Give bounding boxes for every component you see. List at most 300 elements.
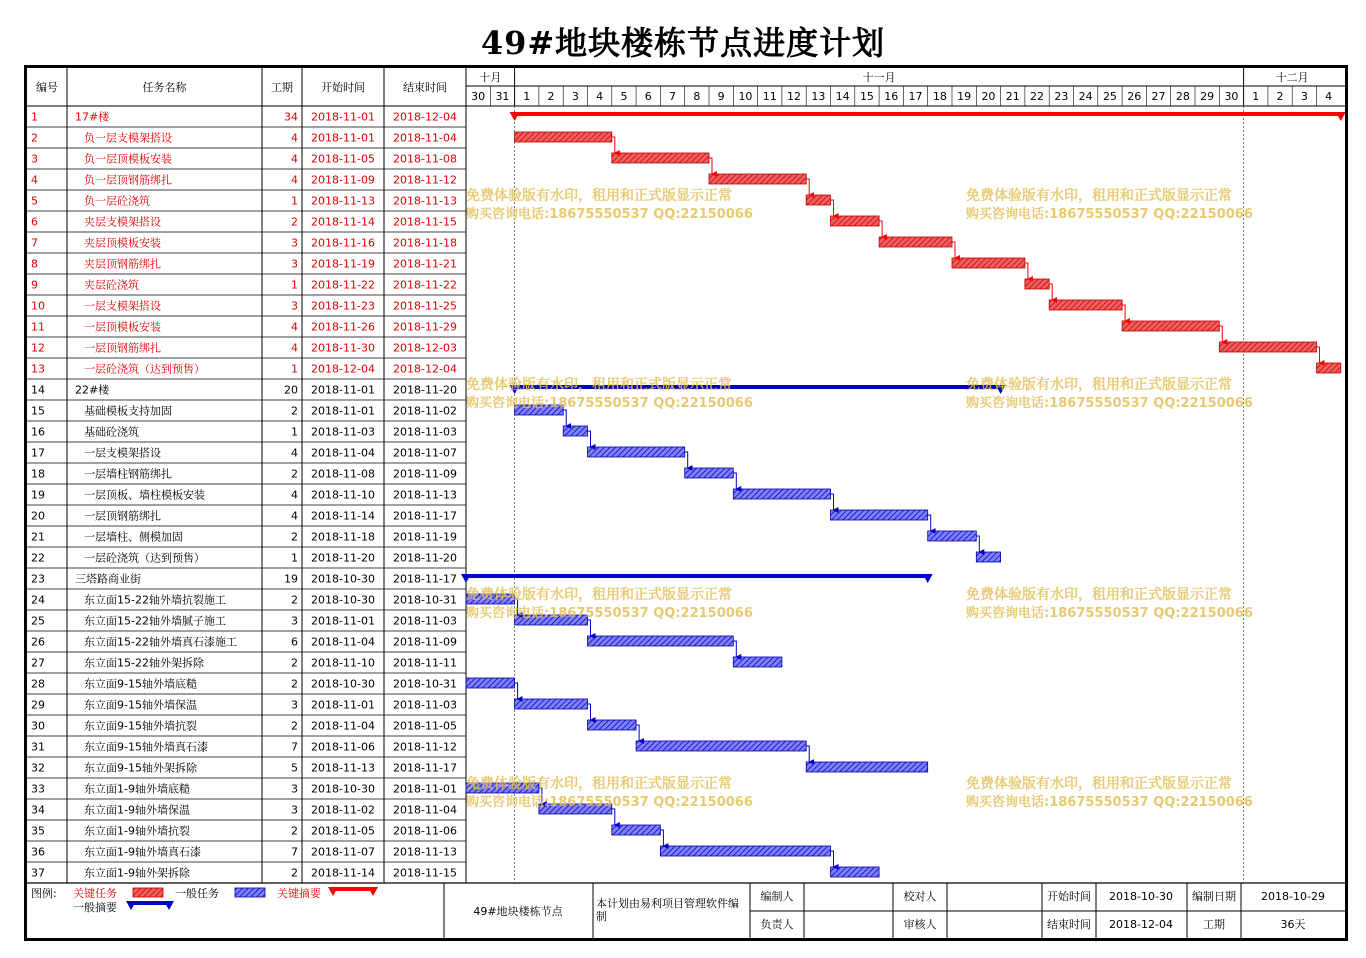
watermark-line1: 免费体验版有水印，租用和正式版显示正常 [966,587,1232,603]
dependency-arrow [928,515,931,531]
day-label: 18 [932,90,947,103]
footer-start-label: 开始时间 [1047,890,1091,903]
legend-critical-summary-marker [368,887,378,896]
task-id: 23 [31,572,45,586]
task-duration: 4 [291,131,298,145]
task-name: 一层支模架搭设 [84,446,161,460]
summary-end-marker [923,574,933,583]
footer-start-value: 2018-10-30 [1109,890,1173,903]
task-name: 东立面1-9轴外墙保温 [84,803,190,817]
gantt-frame [24,65,1348,941]
task-duration: 3 [291,782,298,796]
task-end: 2018-11-05 [393,719,457,733]
task-duration: 1 [291,425,298,439]
column-header-duration: 工期 [271,81,293,94]
task-name: 东立面9-15轴外架拆除 [84,761,197,775]
task-duration: 3 [291,299,298,313]
task-start: 2018-10-30 [311,572,375,586]
legend-normal-summary-marker [126,901,136,910]
task-duration: 2 [291,215,298,229]
watermark-line1: 免费体验版有水印，租用和正式版显示正常 [966,188,1232,204]
task-duration: 6 [291,635,298,649]
watermark-line1: 免费体验版有水印，租用和正式版显示正常 [466,377,732,393]
task-end: 2018-11-21 [393,257,457,271]
legend-critical-summary-marker [328,887,338,896]
task-bar [612,825,661,835]
task-end: 2018-11-25 [393,299,457,313]
day-label: 7 [669,90,677,103]
dependency-arrow [879,221,882,237]
task-duration: 4 [291,320,298,334]
task-id: 27 [31,656,45,670]
task-end: 2018-11-29 [393,320,457,334]
summary-end-marker [1336,112,1345,121]
task-duration: 2 [291,530,298,544]
task-id: 3 [31,152,38,166]
dependency-arrow [1219,326,1222,342]
task-end: 2018-11-17 [393,761,457,775]
task-duration: 4 [291,446,298,460]
task-id: 4 [31,173,38,187]
task-start: 2018-10-30 [311,593,375,607]
day-label: 8 [693,90,701,103]
task-name: 基础砼浇筑 [84,425,139,439]
task-bar [976,552,1000,562]
day-label: 26 [1127,90,1142,103]
task-id: 5 [31,194,38,208]
day-label: 16 [884,90,899,103]
day-label: 17 [908,90,923,103]
day-label: 2 [547,90,555,103]
dependency-arrow [685,452,688,468]
task-bar [1049,300,1122,310]
day-label: 13 [811,90,826,103]
task-start: 2018-11-13 [311,761,375,775]
task-id: 15 [31,404,45,418]
dependency-arrow [588,704,591,720]
task-name: 一层顶模板安装 [84,320,161,334]
task-bar [588,720,637,730]
footer-duration-label: 工期 [1203,918,1225,931]
task-start: 2018-11-14 [311,215,375,229]
task-bar [806,762,928,772]
task-bar [879,237,952,247]
task-start: 2018-11-03 [311,425,375,439]
task-duration: 4 [291,509,298,523]
task-duration: 3 [291,257,298,271]
legend-critical-task-swatch [133,888,163,897]
task-bar [636,741,806,751]
task-id: 17 [31,446,45,460]
dependency-arrow [612,809,615,825]
task-end: 2018-11-20 [393,551,457,565]
task-id: 12 [31,341,45,355]
month-label: 十月 [479,71,502,84]
dependency-arrow [952,242,955,258]
day-label: 1 [523,90,531,103]
task-start: 2018-11-08 [311,467,375,481]
task-end: 2018-11-12 [393,173,457,187]
task-bar [685,468,734,478]
task-end: 2018-11-09 [393,635,457,649]
task-duration: 2 [291,593,298,607]
task-end: 2018-11-04 [393,803,457,817]
task-bar [806,195,830,205]
task-end: 2018-11-22 [393,278,457,292]
dependency-arrow [1317,347,1320,363]
dependency-arrow [660,830,663,846]
task-name: 一层墙柱、侧模加固 [84,530,183,544]
task-id: 29 [31,698,45,712]
task-name: 一层砼浇筑（达到预售） [84,362,205,376]
watermark-line2: 购买咨询电话:18675550537 QQ:22150066 [966,396,1253,411]
day-label: 29 [1200,90,1215,103]
task-name: 17#楼 [75,110,110,124]
day-label: 5 [620,90,628,103]
dependency-arrow [612,137,615,153]
task-duration: 2 [291,866,298,880]
task-name: 东立面1-9轴外架拆除 [84,866,190,880]
task-id: 19 [31,488,45,502]
task-duration: 3 [291,803,298,817]
day-label: 11 [762,90,777,103]
day-label: 31 [495,90,510,103]
task-name: 负一层顶钢筋绑扎 [84,173,172,187]
task-start: 2018-11-09 [311,173,375,187]
task-id: 36 [31,845,45,859]
task-name: 一层顶板、墙柱模板安装 [84,488,205,502]
day-label: 19 [957,90,972,103]
task-id: 33 [31,782,45,796]
task-id: 24 [31,593,45,607]
watermark-line2: 购买咨询电话:18675550537 QQ:22150066 [466,606,753,621]
watermark-line2: 购买咨询电话:18675550537 QQ:22150066 [966,207,1253,222]
task-start: 2018-11-06 [311,740,375,754]
task-bar [1219,342,1316,352]
dependency-arrow [515,683,518,699]
task-duration: 4 [291,173,298,187]
task-id: 32 [31,761,45,775]
task-start: 2018-11-04 [311,719,375,733]
task-end: 2018-11-12 [393,740,457,754]
task-id: 10 [31,299,45,313]
day-label: 28 [1175,90,1190,103]
task-id: 30 [31,719,45,733]
task-id: 21 [31,530,45,544]
watermark-line2: 购买咨询电话:18675550537 QQ:22150066 [466,207,753,222]
dependency-arrow [563,410,566,426]
watermark-line1: 免费体验版有水印，租用和正式版显示正常 [466,776,732,792]
day-label: 9 [717,90,725,103]
task-end: 2018-11-19 [393,530,457,544]
day-label: 10 [738,90,753,103]
task-id: 8 [31,257,38,271]
day-label: 24 [1078,90,1093,103]
day-label: 23 [1054,90,1069,103]
watermark-line1: 免费体验版有水印，租用和正式版显示正常 [466,188,732,204]
task-start: 2018-11-30 [311,341,375,355]
task-name: 东立面15-22轴外架拆除 [84,656,204,670]
day-label: 3 [1300,90,1308,103]
task-start: 2018-11-01 [311,383,375,397]
task-name: 一层顶钢筋绑扎 [84,341,161,355]
task-start: 2018-11-04 [311,635,375,649]
watermark-line2: 购买咨询电话:18675550537 QQ:22150066 [966,795,1253,810]
watermark-line1: 免费体验版有水印，租用和正式版显示正常 [466,587,732,603]
day-label: 2 [1276,90,1284,103]
task-duration: 4 [291,488,298,502]
dependency-arrow [1049,284,1052,300]
task-id: 26 [31,635,45,649]
task-start: 2018-12-04 [311,362,375,376]
task-bar [831,867,880,877]
task-end: 2018-10-31 [393,677,457,691]
task-start: 2018-11-04 [311,446,375,460]
task-duration: 1 [291,362,298,376]
dependency-arrow [976,536,979,552]
task-bar [831,510,928,520]
day-label: 4 [596,90,604,103]
dependency-arrow [709,158,712,174]
summary-bar [466,574,928,578]
task-name: 负一层顶模板安装 [84,152,172,166]
task-end: 2018-11-03 [393,698,457,712]
task-end: 2018-11-13 [393,845,457,859]
task-id: 7 [31,236,38,250]
footer-checker-label: 校对人 [903,890,937,903]
watermark-line2: 购买咨询电话:18675550537 QQ:22150066 [966,606,1253,621]
task-end: 2018-11-15 [393,215,457,229]
task-duration: 4 [291,152,298,166]
day-label: 6 [644,90,652,103]
task-id: 31 [31,740,45,754]
task-bar [831,216,880,226]
column-header-end: 结束时间 [403,81,447,94]
task-name: 夹层顶模板安装 [84,236,161,250]
task-duration: 1 [291,278,298,292]
task-duration: 7 [291,845,298,859]
task-duration: 5 [291,761,298,775]
task-id: 14 [31,383,45,397]
page-title: 49#地块楼栋节点进度计划 [480,24,886,62]
task-start: 2018-11-05 [311,824,375,838]
dependency-arrow [1025,263,1028,279]
day-label: 22 [1030,90,1045,103]
task-start: 2018-11-19 [311,257,375,271]
task-id: 9 [31,278,38,292]
task-duration: 3 [291,236,298,250]
dependency-arrow [733,641,736,657]
task-end: 2018-11-17 [393,509,457,523]
task-duration: 3 [291,698,298,712]
column-header-id: 编号 [36,81,58,94]
task-id: 20 [31,509,45,523]
summary-bar [515,112,1341,116]
dependency-arrow [831,494,834,510]
legend-normal-summary-marker [164,901,174,910]
task-duration: 3 [291,614,298,628]
task-end: 2018-11-04 [393,131,457,145]
task-name: 夹层顶钢筋绑扎 [84,257,161,271]
task-name: 基础模板支持加固 [84,404,172,418]
task-name: 夹层砼浇筑 [84,278,139,292]
task-name: 东立面15-22轴外墙真石漆施工 [84,635,237,649]
task-duration: 2 [291,467,298,481]
dependency-arrow [636,725,639,741]
task-start: 2018-11-01 [311,404,375,418]
task-duration: 19 [284,572,298,586]
task-end: 2018-11-01 [393,782,457,796]
task-duration: 2 [291,824,298,838]
day-label: 21 [1005,90,1020,103]
task-id: 16 [31,425,45,439]
month-label: 十二月 [1275,71,1309,84]
task-bar [563,426,587,436]
column-header-start: 开始时间 [321,81,365,94]
task-id: 6 [31,215,38,229]
task-bar [952,258,1025,268]
dependency-arrow [588,620,591,636]
task-id: 18 [31,467,45,481]
task-start: 2018-10-30 [311,677,375,691]
task-start: 2018-11-10 [311,488,375,502]
task-name: 东立面1-9轴外墙真石漆 [84,845,201,859]
footer-software-cont: 制 [596,910,607,923]
footer-compiler-label: 编制人 [760,890,794,903]
day-label: 14 [835,90,850,103]
task-start: 2018-11-07 [311,845,375,859]
task-start: 2018-11-01 [311,614,375,628]
task-bar [1025,279,1049,289]
task-start: 2018-11-01 [311,131,375,145]
task-bar [733,657,782,667]
watermark-line2: 购买咨询电话:18675550537 QQ:22150066 [466,396,753,411]
footer-owner-label: 负责人 [760,918,794,931]
task-end: 2018-11-06 [393,824,457,838]
task-id: 37 [31,866,45,880]
task-id: 28 [31,677,45,691]
task-end: 2018-11-18 [393,236,457,250]
task-end: 2018-11-11 [393,656,457,670]
dependency-arrow [1122,305,1125,321]
day-label: 27 [1151,90,1166,103]
task-name: 东立面1-9轴外墙底糙 [84,782,190,796]
task-end: 2018-11-02 [393,404,457,418]
task-id: 35 [31,824,45,838]
task-name: 东立面9-15轴外墙底糙 [84,677,197,691]
task-duration: 2 [291,656,298,670]
task-name: 一层支模架搭设 [84,299,161,313]
task-end: 2018-11-09 [393,467,457,481]
gantt-chart [27,68,1345,938]
task-name: 东立面15-22轴外墙腻子施工 [84,614,226,628]
watermark-line1: 免费体验版有水印，租用和正式版显示正常 [966,377,1232,393]
task-end: 2018-11-13 [393,194,457,208]
task-start: 2018-11-14 [311,866,375,880]
task-end: 2018-11-17 [393,572,457,586]
task-name: 东立面1-9轴外墙抗裂 [84,824,190,838]
day-label: 15 [859,90,874,103]
summary-start-marker [510,112,520,121]
watermark-line1: 免费体验版有水印，租用和正式版显示正常 [966,776,1232,792]
task-end: 2018-11-20 [393,383,457,397]
task-start: 2018-11-18 [311,530,375,544]
task-bar [515,699,588,709]
task-id: 11 [31,320,45,334]
task-duration: 7 [291,740,298,754]
dependency-arrow [733,473,736,489]
task-id: 2 [31,131,38,145]
task-name: 22#楼 [75,383,110,397]
day-label: 1 [1252,90,1260,103]
task-start: 2018-11-10 [311,656,375,670]
task-start: 2018-11-20 [311,551,375,565]
task-name: 一层砼浇筑（达到预售） [84,551,205,565]
task-duration: 20 [284,383,298,397]
day-label: 12 [787,90,802,103]
task-duration: 2 [291,719,298,733]
legend-normal-summary: 一般摘要 [73,901,117,914]
task-bar [612,153,709,163]
task-duration: 2 [291,677,298,691]
task-start: 2018-11-23 [311,299,375,313]
task-id: 13 [31,362,45,376]
month-label: 十一月 [862,71,896,84]
task-bar [466,678,515,688]
task-bar [928,531,977,541]
task-name: 东立面9-15轴外墙保温 [84,698,197,712]
task-name: 一层顶钢筋绑扎 [84,509,161,523]
task-bar [1122,321,1219,331]
day-label: 20 [981,90,996,103]
task-end: 2018-11-15 [393,866,457,880]
task-name: 夹层支模架搭设 [84,215,161,229]
day-label: 25 [1102,90,1117,103]
task-start: 2018-11-01 [311,110,375,124]
footer-end-label: 结束时间 [1047,918,1091,931]
dependency-arrow [806,746,809,762]
legend-critical-summary-swatch [333,887,373,891]
task-start: 2018-11-22 [311,278,375,292]
task-id: 25 [31,614,45,628]
dependency-arrow [831,200,834,216]
task-duration: 1 [291,194,298,208]
task-start: 2018-11-05 [311,152,375,166]
task-end: 2018-11-03 [393,614,457,628]
legend-normal-task-swatch [235,888,265,897]
task-name: 东立面9-15轴外墙抗裂 [84,719,197,733]
watermark-line2: 购买咨询电话:18675550537 QQ:22150066 [466,795,753,810]
task-bar [1317,363,1341,373]
legend-label: 图例: [31,887,57,900]
legend-normal-task: 一般任务 [175,887,219,900]
summary-start-marker [461,574,471,583]
task-start: 2018-11-26 [311,320,375,334]
task-end: 2018-12-03 [393,341,457,355]
task-bar [588,636,734,646]
footer-reviewer-label: 审核人 [903,918,937,931]
footer-project: 49#地块楼栋节点 [473,905,563,918]
legend-critical-task: 关键任务 [73,887,117,900]
task-start: 2018-11-02 [311,803,375,817]
task-bar [709,174,806,184]
footer-end-value: 2018-12-04 [1109,918,1173,931]
task-name: 负一层支模架搭设 [84,131,172,145]
day-label: 30 [1224,90,1239,103]
task-id: 34 [31,803,45,817]
task-start: 2018-11-13 [311,194,375,208]
task-name: 负一层砼浇筑 [84,194,150,208]
